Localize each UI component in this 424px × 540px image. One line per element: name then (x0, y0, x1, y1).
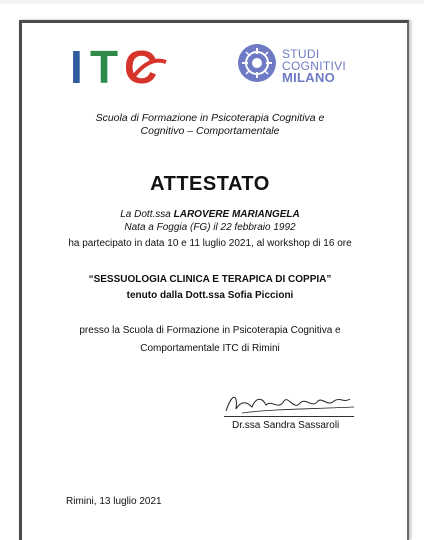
itc-logo-swoosh-icon (132, 54, 168, 82)
scm-line-cognitivi: COGNITIVI (282, 59, 347, 73)
recipient-line (30, 209, 390, 220)
workshop-teacher: tenuto dalla Dott.ssa Sofia Piccioni (126, 290, 294, 301)
studi-cognitivi-emblem-icon (236, 42, 278, 84)
itc-logo (70, 41, 170, 93)
studi-cognitivi-wordmark (282, 48, 346, 84)
top-strip (0, 0, 424, 4)
location-line-2: Comportamentale ITC di Rimini (140, 343, 280, 354)
studi-cognitivi-logo (236, 42, 376, 92)
recipient-birth: Nata a Foggia (FG) il 22 febbraio 1992 (124, 222, 296, 233)
recipient-name: LAROVERE MARIANGELA (173, 209, 300, 220)
signer-name: Dr.ssa Sandra Sassaroli (232, 420, 340, 431)
recipient-prefix: La Dott.ssa (120, 209, 171, 220)
scm-line-studi: STUDI (282, 47, 320, 61)
scm-line-milano: MILANO (282, 70, 336, 85)
location-line-1: presso la Scuola di Formazione in Psicoterapia Cognitiva e (79, 325, 341, 336)
issue-date: Rimini, 13 luglio 2021 (66, 496, 162, 507)
signature-rule (224, 416, 354, 417)
workshop-title: “SESSUOLOGIA CLINICA E TERAPICA DI COPPIA” (88, 274, 332, 285)
itc-logo-letter-t: T (90, 41, 119, 93)
school-line-1: Scuola di Formazione in Psicoterapia Cognitiva e (95, 112, 325, 124)
certificate-title: ATTESTATO (150, 173, 270, 195)
school-line-2: Cognitivo – Comportamentale (140, 125, 280, 137)
itc-logo-letter-i: I (70, 41, 83, 93)
participation-line: ha partecipato in data 10 e 11 luglio 2021, al workshop di 16 ore (68, 238, 352, 249)
itc-logo-letter-c: C (124, 41, 158, 93)
handwritten-signature (222, 389, 362, 419)
